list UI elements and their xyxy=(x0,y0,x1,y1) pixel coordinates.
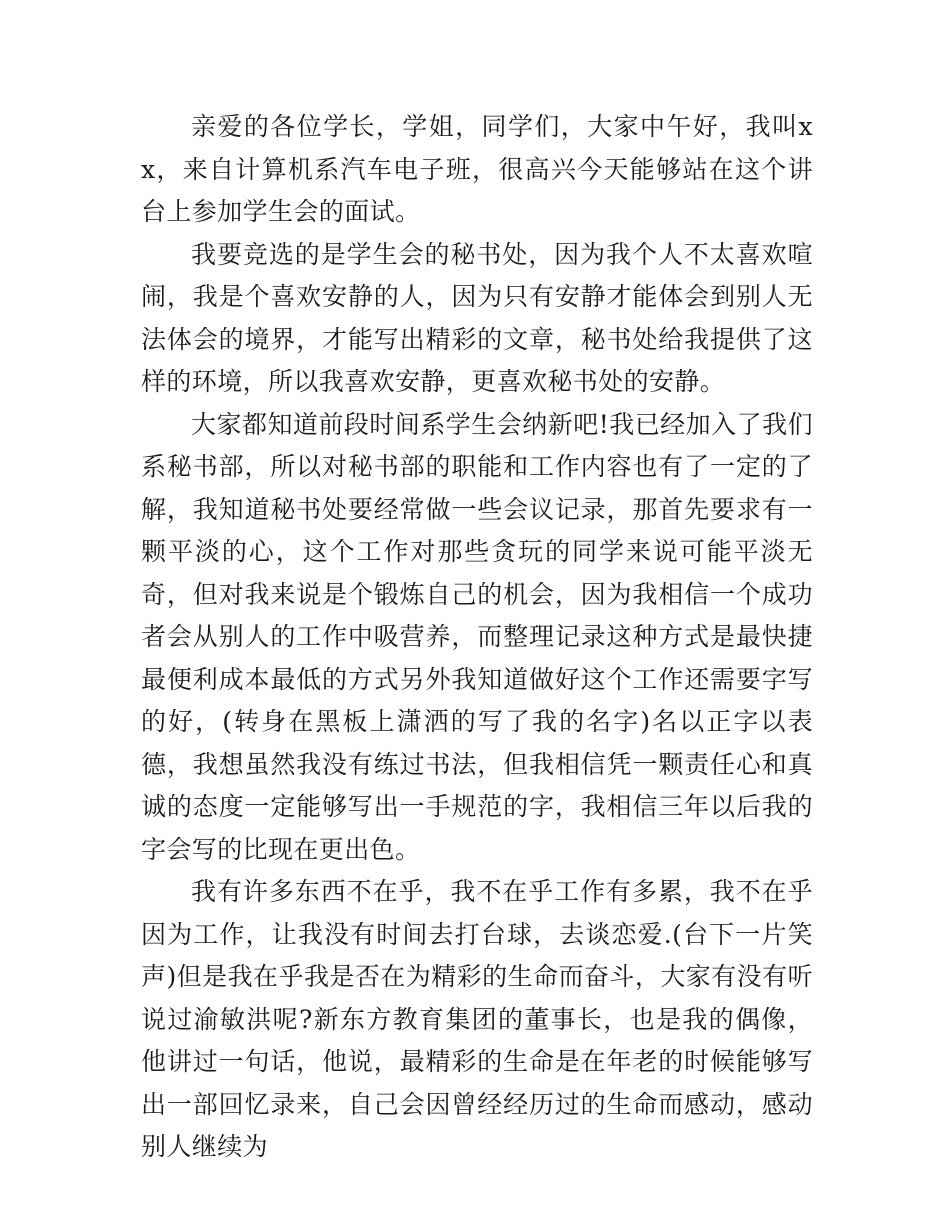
paragraph-secretariat-experience: 大家都知道前段时间系学生会纳新吧!我已经加入了我们系秘书部，所以对秘书部的职能和工作内容也有了一定的了解，我知道秘书处要经常做一些会议记录，那首先要求有一颗平淡的心，这个工作对那些贪玩的同学来说可能平淡无奇，但对我来说是个锻炼自己的机会，因为我相信一个成功者会从别人的工作中吸营养，而整理记录这种方式是最快捷最便利成本最低的方式另外我知道做好这个工作还需要字写的好，(转身在黑板上潇洒的写了我的名字)名以正字以表德，我想虽然我没有练过书法，但我相信凭一颗责任心和真诚的态度一定能够写出一手规范的字，我相信三年以后我的字会写的比现在更出色。 xyxy=(141,409,813,864)
paragraph-greeting: 亲爱的各位学长，学姐，同学们，大家中午好，我叫xx，来自计算机系汽车电子班，很高兴今天能够站在这个讲台上参加学生会的面试。 xyxy=(141,112,813,226)
paragraph-values: 我有许多东西不在乎，我不在乎工作有多累，我不在乎因为工作，让我没有时间去打台球，去谈恋爱.(台下一片笑声)但是我在乎我是否在为精彩的生命而奋斗，大家有没有听说过渝敏洪呢?新东方教育集团的董事长，也是我的偶像，他讲过一句话，他说，最精彩的生命是在年老的时候能够写出一部回忆录来，自己会因曾经经历过的生命而感动，感动别人继续为 xyxy=(141,877,813,1161)
paragraph-secretariat-choice: 我要竞选的是学生会的秘书处，因为我个人不太喜欢喧闹，我是个喜欢安静的人，因为只有安静才能体会到别人无法体会的境界，才能写出精彩的文章，秘书处给我提供了这样的环境，所以我喜欢安静，更喜欢秘书处的安静。 xyxy=(141,239,813,396)
document-body xyxy=(141,106,813,1169)
